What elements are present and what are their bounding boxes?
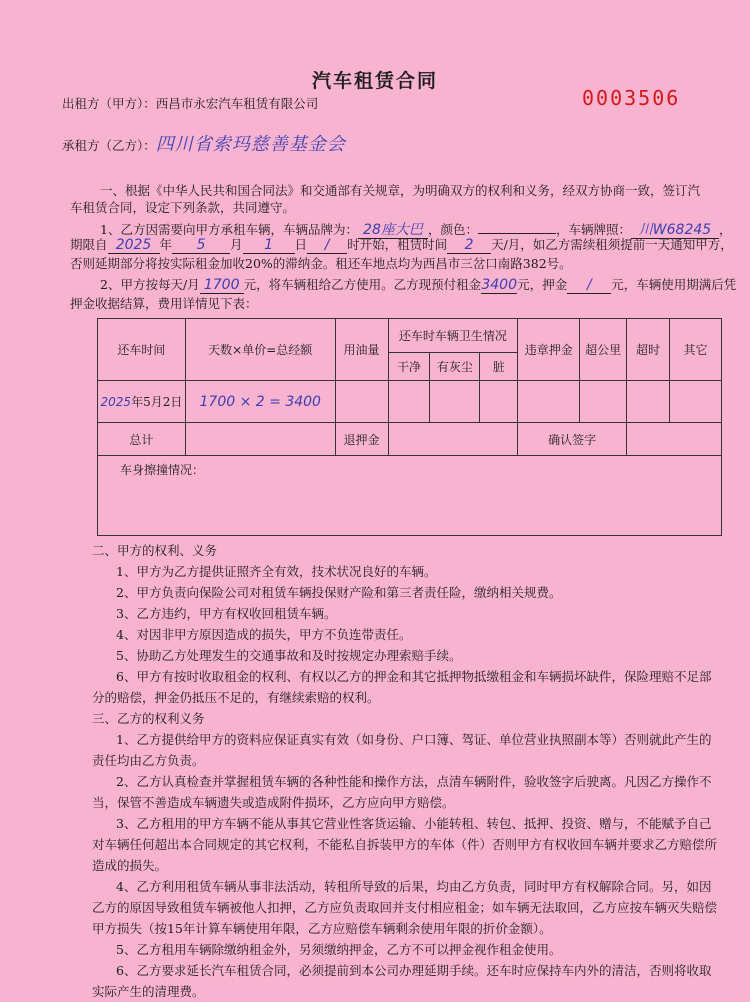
section3-title: 三、乙方的权利义务 (92, 711, 205, 726)
clause1-line-2 (70, 236, 733, 254)
clause1-text-c: ，车辆牌照： (555, 222, 631, 237)
row1-calc (185, 381, 335, 423)
clause1-text-h: 日 (294, 237, 308, 252)
row1-over-km (580, 381, 627, 423)
section2-title: 二、甲方的权利、义务 (92, 543, 218, 558)
row1-violation (518, 381, 580, 423)
confirm-value (627, 423, 722, 456)
section2-item-1: 1、甲方为乙方提供证照齐全有效，技术状况良好的车辆。 (116, 564, 437, 579)
clause1-text-i: 时开始，租赁时间 (347, 237, 448, 252)
intro-line-1: 一、根据《中华人民共和国合同法》和交通部有关规章，为明确双方的权利和义务，经双方协商一致，签订汽 (100, 183, 701, 198)
start-year: 2025 (108, 237, 160, 254)
clause1-text-j: 天/月，如乙方需续租须提前一天通知甲方， (491, 237, 733, 252)
refund-label: 退押金 (335, 423, 388, 456)
clause2-text-d: 元，车辆使用期满后凭 (611, 277, 737, 292)
header-clean: 干净 (388, 353, 430, 381)
rent-days: 2 (447, 237, 491, 254)
start-month: 5 (172, 237, 230, 254)
section2-item-6: 6、甲方有按时收取租金的权利、有权以乙方的押金和其它抵押物抵缴租金和车辆损坏缺件，保险理赔不足部分的赔偿，押金仍抵压不足的，有继续索赔的权利。 (92, 669, 712, 705)
section2-item-3: 3、乙方违约，甲方有权收回租赁车辆。 (116, 606, 337, 621)
scratch-cell (98, 456, 722, 536)
scratch-label: 车身擦撞情况： (120, 463, 205, 477)
section2-item-4: 4、对因非甲方原因造成的损失，甲方不负连带责任。 (116, 627, 412, 642)
row1-dusty (430, 381, 480, 423)
row1-fuel (335, 381, 388, 423)
header-hygiene: 还车时车辆卫生情况 (388, 319, 518, 353)
clause1-text-e: 期限自 (70, 237, 108, 252)
intro-line-2: 车租赁合同，设定下列条款，共同遵守。 (70, 200, 296, 215)
confirm-label: 确认签字 (518, 423, 627, 456)
header-other: 其它 (670, 319, 722, 381)
lessee-label: 承租方（乙方）： (62, 138, 156, 153)
row1-time-rest: 年5月2日 (131, 395, 183, 409)
clause1-text-b: ，颜色： (427, 222, 478, 237)
clause1-text-g: 月 (230, 237, 243, 252)
row1-time-year: 2025 (100, 395, 132, 409)
row1-return-time (98, 381, 186, 423)
car-color (478, 217, 556, 234)
header-violation-deposit: 违章押金 (518, 319, 580, 381)
row1-overtime (627, 381, 670, 423)
clause2-text-b: 元，将车辆租给乙方使用。乙方现预付租金 (243, 277, 482, 292)
clause2-text-a: 2、甲方按每天/月 (100, 277, 200, 292)
car-plate: 川W68245 (631, 222, 719, 239)
start-hour: / (307, 237, 347, 254)
clause1-text-f: 年 (159, 237, 173, 252)
section3-item-5: 5、乙方租用车辆除缴纳租金外，另须缴纳押金，乙方不可以押金视作租金使用。 (116, 942, 562, 957)
prepaid-rent: 3400 (481, 277, 517, 293)
header-fuel: 用油量 (335, 319, 388, 381)
clause1-line-3: 否则延期部分将按实际租金加收20%的滞纳金。租还车地点均为西昌市三岔口南路382号。 (70, 256, 572, 271)
daily-rate: 1700 (200, 277, 244, 294)
section3-item-2: 2、乙方认真检查并掌握租赁车辆的各种性能和操作方法，点清车辆附件，验收签字后驶离。凡因乙方操作不当，保管不善造成车辆遗失或造成附件损坏，乙方应向甲方赔偿。 (92, 774, 712, 810)
total-label: 总计 (98, 423, 186, 456)
refund-value (388, 423, 518, 456)
fee-table (97, 318, 722, 536)
row1-calc-value: 1700 × 2 = 3400 (199, 393, 321, 410)
header-days-price: 天数×单价=总经额 (185, 319, 335, 381)
clause1-text-d: ， (719, 222, 732, 237)
lessor-line (62, 95, 318, 113)
section-2 (92, 540, 722, 1002)
section2-item-2: 2、甲方负责向保险公司对租赁车辆投保财产险和第三者责任险，缴纳相关规费。 (116, 585, 562, 600)
lessor-value: 西昌市永宏汽车租赁有限公司 (155, 96, 319, 111)
section3-item-3: 3、乙方租用的甲方车辆不能从事其它营业性客货运输、小能转租、转包、抵押、投资、赠与，不能赋予自己对车辆任何超出本合同规定的其它权利，不能私自拆装甲方的车体（件）否则甲方有权收回车辆并要求乙方赔偿所造成的损失。 (92, 816, 718, 873)
start-day: 1 (243, 237, 295, 254)
total-value (185, 423, 335, 456)
header-over-km: 超公里 (580, 319, 627, 381)
header-overtime: 超时 (627, 319, 670, 381)
lessor-label: 出租方（甲方）： (62, 96, 156, 111)
row1-other (670, 381, 722, 423)
row1-clean (388, 381, 430, 423)
clause2-text-c: 元，押金 (517, 277, 568, 292)
serial-number: 0003506 (582, 86, 681, 110)
header-dusty: 有灰尘 (430, 353, 480, 381)
section3-item-1: 1、乙方提供给甲方的资料应保证真实有效（如身份、户口簿、驾证、单位营业执照副本等）否则就此产生的责任均由乙方负责。 (92, 732, 712, 768)
section3-item-6: 6、乙方要求延长汽车租赁合同，必须提前到本公司办理延期手续。还车时应保持车内外的清洁，否则将收取实际产生的清理费。 (92, 963, 712, 999)
header-dirty: 脏 (480, 353, 518, 381)
section2-item-5: 5、协助乙方处理发生的交通事故和及时按规定办理索赔手续。 (116, 648, 462, 663)
row1-dirty (480, 381, 518, 423)
deposit-amount: / (567, 277, 611, 294)
header-return-time: 还车时间 (98, 319, 186, 381)
clause1-text-a: 1、乙方因需要向甲方承租车辆，车辆品牌为： (100, 222, 358, 237)
clause2-line-2: 押金收据结算，费用详情见下表： (70, 296, 258, 311)
document-title: 汽车租赁合同 (311, 70, 438, 92)
lessee-handwritten: 四川省索玛慈善基金会 (155, 134, 346, 155)
car-brand: 28座大巴 (358, 222, 428, 239)
section3-item-4: 4、乙方利用租赁车辆从事非法活动，转租所导致的后果，均由乙方负责，同时甲方有权解除合同。另，如因乙方的原因导致租赁车辆被他人扣押，乙方应负责取回并支付相应租金；如车辆无法取回，乙方应按车辆灭失赔偿甲方损失（按15年计算车辆使用年限，乙方应赔偿车辆剩余使用年限的折价金额）。 (92, 879, 718, 936)
lessee-line (62, 136, 346, 155)
clause2-line-1 (100, 276, 736, 294)
